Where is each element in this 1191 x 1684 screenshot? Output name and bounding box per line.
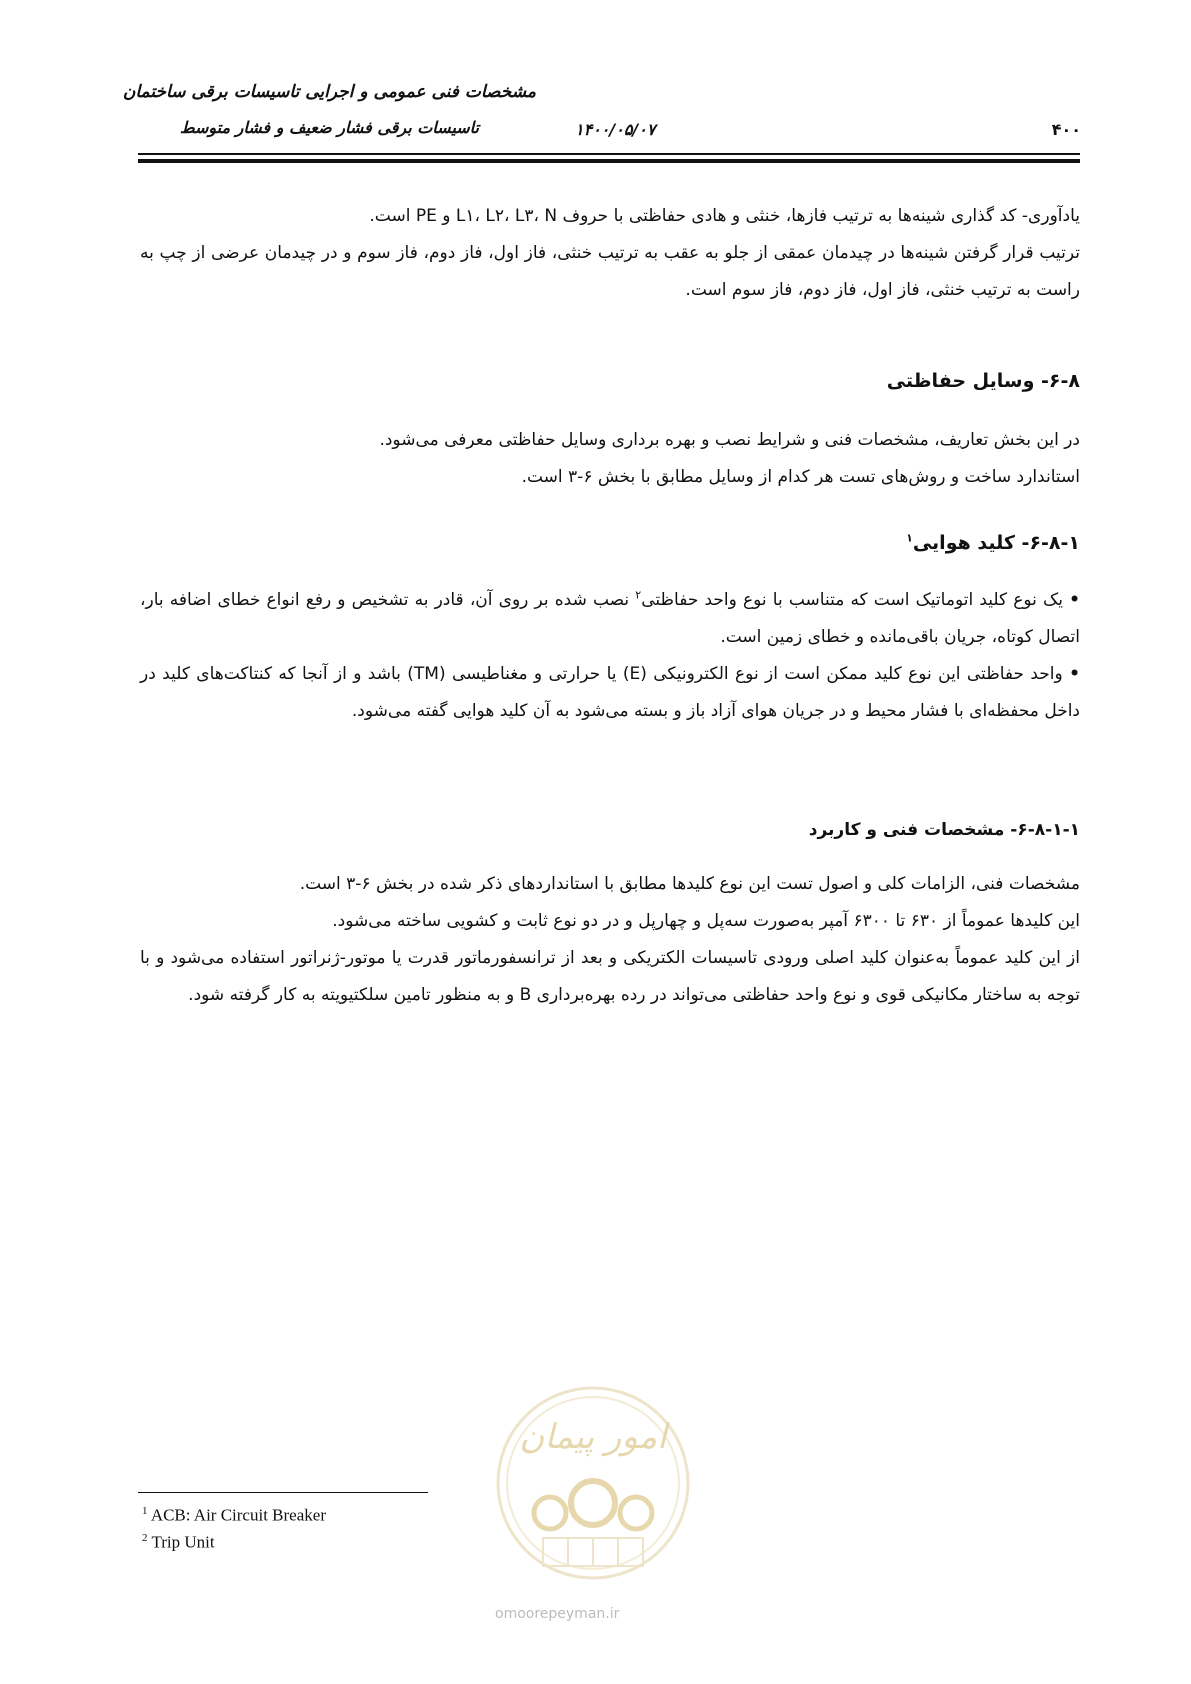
watermark-url: omoorepeyman.ir: [495, 1606, 620, 1622]
header-rule-thick: [138, 159, 1080, 163]
specs-block: [140, 866, 1080, 1014]
bullet-1-text-b: نصب شده بر روی آن، قادر به تشخیص و رفع انواع خطای اضافه بار، اتصال کوتاه، جریان باقی‌مانده و خطای زمین است.: [140, 590, 1080, 647]
footnote-ref-1: ۱: [906, 531, 913, 545]
watermark-logo-text: امور پیمان: [519, 1417, 667, 1457]
header-title: مشخصات فنی عمومی و اجرایی تاسیسات برقی ساختمان: [122, 82, 536, 102]
bullet-2-text: واحد حفاظتی این نوع کلید ممکن است از نوع الکترونیکی (E) یا حرارتی و مغناطیسی (TM) باشد و از آنجا که کنتاکت‌های کلید در داخل محفظه‌ای با فشار محیط و در جریان هوای آزاد باز و بسته می‌شود به آن کلید هوایی گفته می‌شود.: [140, 664, 1080, 721]
section-heading-specs: ۶-۸-۱-۱- مشخصات فنی و کاربرد: [808, 820, 1080, 840]
protective-devices-intro: در این بخش تعاریف، مشخصات فنی و شرایط نصب و بهره برداری وسایل حفاظتی معرفی می‌شود.: [379, 430, 1080, 450]
footnote-2-text: Trip Unit: [151, 1532, 215, 1552]
specs-paragraph-3: از این کلید عموماً به‌عنوان کلید اصلی ورودی تاسیسات الکتریکی و بعد از ترانسفورماتور قدرت یا موتور-ژنراتور استفاده می‌شود و با توجه به ساختار مکانیکی قوی و نوع واحد حفاظتی می‌تواند در رده بهره‌برداری B و به منظور تامین سلکتیویته به کار گرفته شود.: [140, 948, 1080, 1005]
specs-paragraph-1: مشخصات فنی، الزامات کلی و اصول تست این نوع کلیدها مطابق با استانداردهای ذکر شده در بخش ۶-۳ است.: [299, 874, 1080, 894]
air-breaker-heading-text: ۶-۸-۱- کلید هوایی: [912, 532, 1080, 554]
bullet-dot: •: [1069, 590, 1080, 610]
section-heading-protective-devices: ۶-۸- وسایل حفاظتی: [886, 370, 1080, 392]
header-rule-thin: [138, 153, 1080, 155]
reminder-paragraph: یادآوری- کد گذاری شینه‌ها به ترتیب فازها، خنثی و هادی حفاظتی با حروف L۱، L۲، L۳، N و PE است.: [369, 206, 1080, 226]
footnotes: [142, 1500, 326, 1553]
specs-paragraph-2: این کلیدها عموماً از ۶۳۰ تا ۶۳۰۰ آمپر به‌صورت سه‌پل و چهارپل و در دو نوع ثابت و کشویی ساخته می‌شود.: [332, 911, 1080, 931]
bullet-item-1: [140, 582, 1080, 656]
bullet-dot: •: [1069, 664, 1080, 684]
bullet-item-2: [140, 656, 1080, 730]
page-number: ۴۰۰: [1051, 120, 1081, 139]
footnote-ref-2: ۲: [635, 588, 642, 602]
protective-devices-block: [140, 422, 1080, 496]
header-date: ۱۴۰۰/۰۵/۰۷: [575, 120, 656, 139]
section-heading-air-breaker: [906, 532, 1080, 554]
footnote-1: [142, 1500, 326, 1527]
watermark-gear-right: [620, 1497, 652, 1529]
header-subtitle: تاسیسات برقی فشار ضعیف و فشار متوسط: [179, 118, 479, 137]
footnote-1-number: 1: [142, 1505, 148, 1517]
watermark-gear-left: [534, 1497, 566, 1529]
bullet-1-text-a: یک نوع کلید اتوماتیک است که متناسب با نوع واحد حفاظتی: [641, 590, 1063, 610]
air-breaker-bullets: [140, 582, 1080, 730]
busbar-order-paragraph: ترتیب قرار گرفتن شینه‌ها در چیدمان عمقی از جلو به عقب به ترتیب خنثی، فاز اول، فاز دوم، فاز سوم و در چیدمان عرضی از چپ به راست به ترتیب خنثی، فاز اول، فاز دوم، فاز سوم است.: [140, 243, 1080, 300]
watermark-gear-center: [571, 1481, 615, 1525]
footnote-1-text: ACB: Air Circuit Breaker: [150, 1505, 326, 1525]
footnote-2: [142, 1527, 326, 1554]
footnote-2-number: 2: [142, 1531, 148, 1544]
intro-block: [140, 198, 1080, 309]
footnote-rule: [138, 1492, 428, 1493]
protective-devices-standard: استاندارد ساخت و روش‌های تست هر کدام از وسایل مطابق با بخش ۶-۳ است.: [521, 467, 1080, 487]
watermark-logo: [488, 1378, 698, 1628]
